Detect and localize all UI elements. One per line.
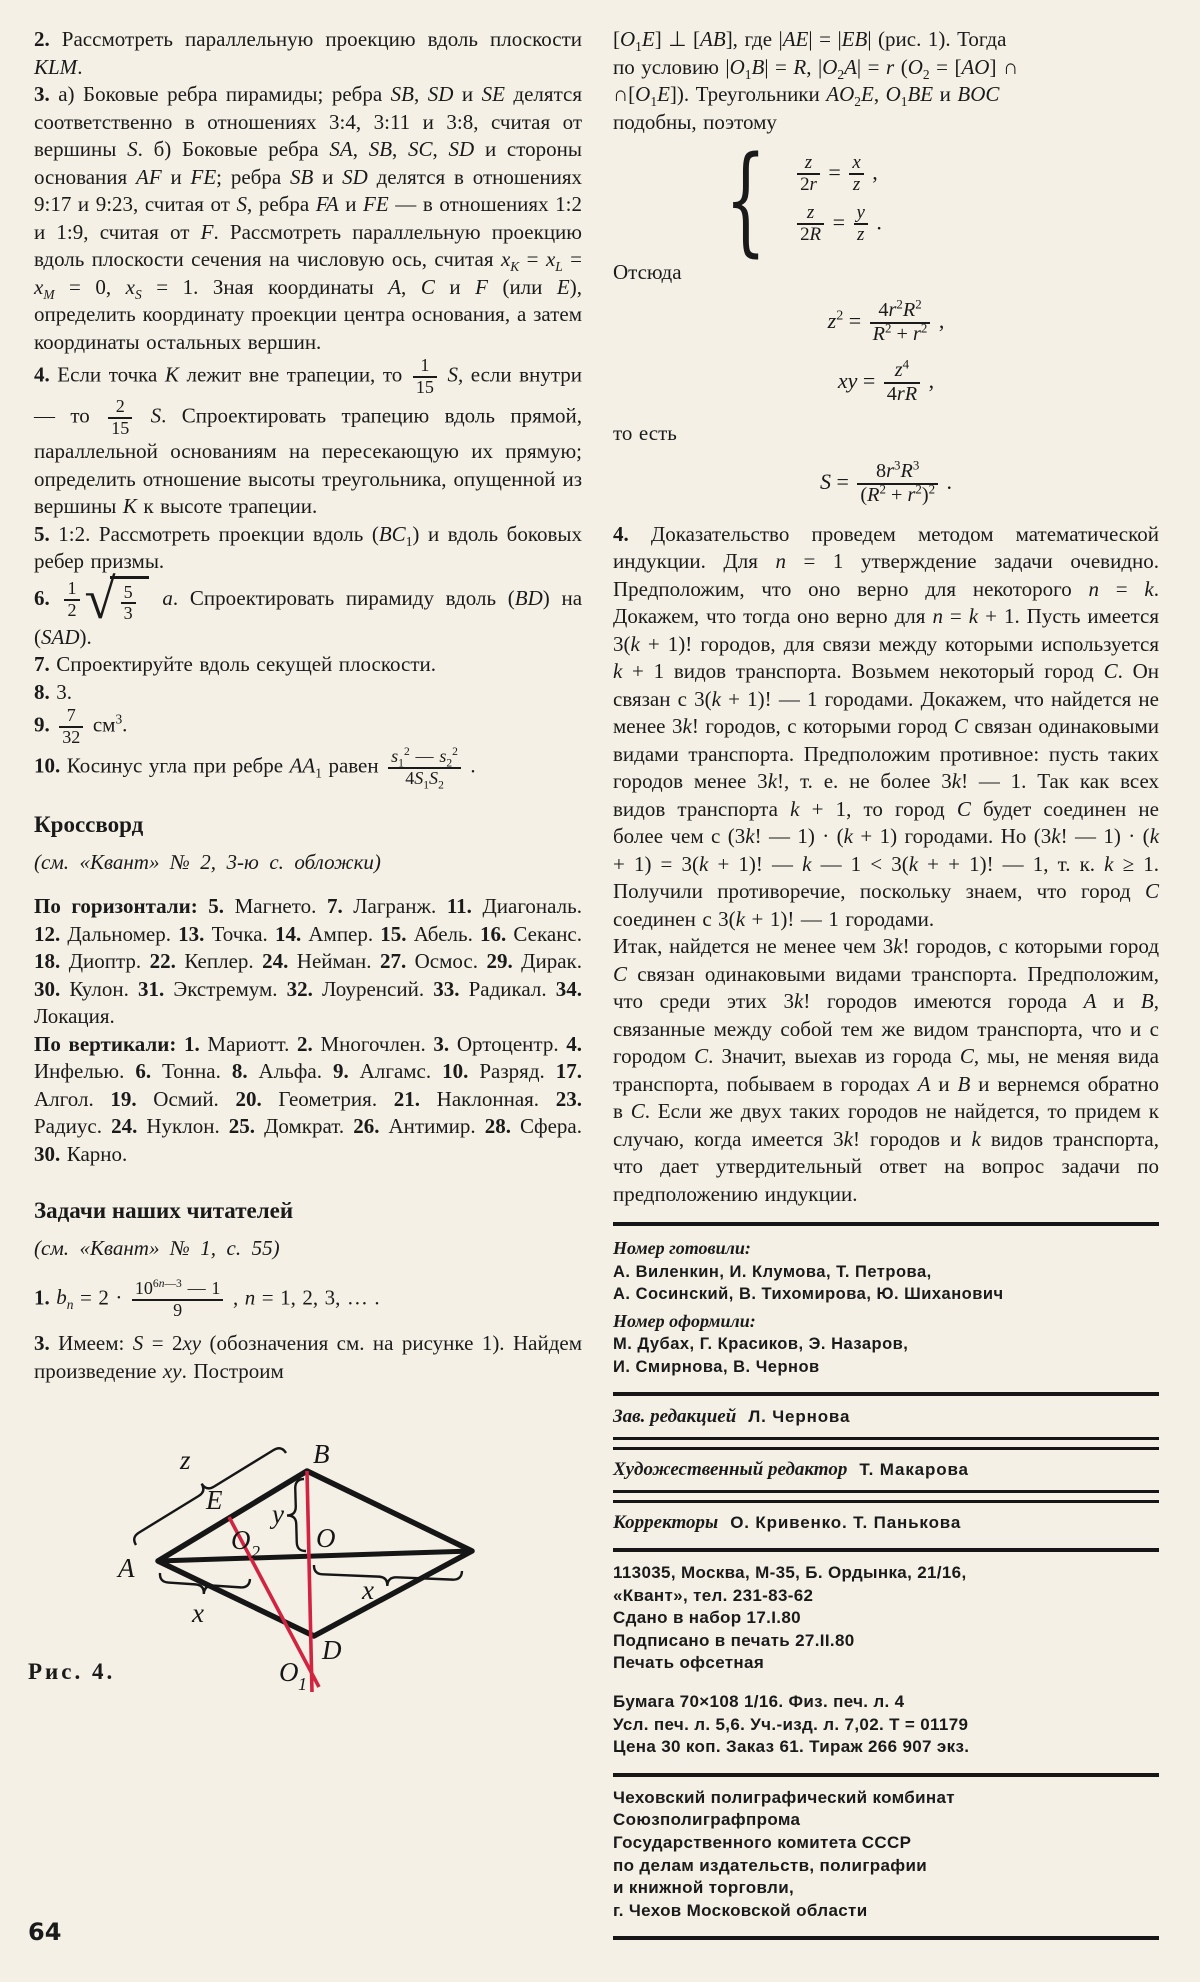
induction-proof-paragraph: 4. Доказательство проведем методом математической индукции. Для n = 1 утверждение задачи очевидно. Предположим, что оно верно для некоторого n = k. Докажем, что тогда оно верно для n = k + 1. Пусть имеется 3(k + 1)! городов, для связи между которыми используется k + 1 видов транспорта. Возьмем некоторый город C. Он связан с 3(k + 1)! — 1 городами. Докажем, что найдется не менее 3k! городов, с которыми город C связан одинаковыми видами транспорта. Предположим противное: пусть таких городов менее 3k!, т. е. не более 3k! — 1. Так как всех видов транспорта k + 1, то город C будет соединен не более чем с (3k! — 1) · (k + 1) городами. Но (3k! — 1) · (k + 1) = 3(k + 1)! — k — 1 < 3(k + + 1)! — 1, т. к. k ≥ 1. Получили противоречие, поскольку знаем, что город C соединен с 3(k + 1)! — 1 городами. [613, 521, 1160, 931]
measure-label-z: z [180, 1445, 191, 1475]
system-equation-2: $\frac{z}{2R}$ = $\frac{y}{z}$ . [794, 203, 882, 246]
credits-design-line1: М. Дубах, Г. Красиков, Э. Назаров, [613, 1335, 909, 1354]
credits-prepared-line2: А. Сосинский, В. Тихомирова, Ю. Шиханович [613, 1284, 1004, 1303]
staff-name: Т. Макарова [859, 1459, 969, 1479]
address-block [613, 1562, 1159, 1675]
staff-row-art-editor [613, 1459, 1159, 1481]
staff-name: О. Кривенко. Т. Панькова [730, 1512, 962, 1532]
readers-task-1: 1. $b_n = 2$ · $\frac{10^{6n—3} — 1}{9}$ , n = 1, 2, 3, … . [34, 1277, 380, 1320]
diagonal-ac [158, 1551, 472, 1561]
point-label-e: E [206, 1485, 223, 1515]
measure-label-x-right: x [362, 1575, 374, 1605]
divider [613, 1548, 1159, 1552]
formula-xy: xy = $\frac{z^4}{4rR}$ , [837, 356, 935, 405]
staff-label: Художественный редактор [613, 1458, 848, 1480]
system-equation-1: $\frac{z}{2r}$ = $\frac{x}{z}$ , [794, 153, 882, 196]
issue-credits [613, 1236, 1159, 1378]
brace-y [287, 1479, 306, 1551]
continuation-paragraph: $[O_1E]$ ⊥ [AB], где |AE| = |EB| (рис. 1). Тогда по условию $|O_1B| = R$, $|O_2A| = r$ ($O_2 = [AO]$ ∩ $\cap[O_1E]$). Треугольники $AO_2E$, $O_1BE$ и BOC подобны, поэтому [613, 27, 1019, 134]
point-label-o2-sub: 2 [251, 1542, 260, 1562]
crossword-down: По вертикали: 1. Мариотт. 2. Многочлен. 3. Ортоцентр. 4. Инфелью. 6. Тонна. 8. Альфа. 9. Алгамс. 10. Разряд. 17. Алгол. 19. Осмий. 20. Геометрия. 21. Наклонная. 23. Радиус. 24. Нуклон. 25. Домкрат. 26. Антимир. 28. Сфера. 30. Карно. [34, 1031, 583, 1166]
credits-design-line2: И. Смирнова, В. Чернов [613, 1357, 820, 1376]
divider [613, 1392, 1159, 1396]
staff-row-editor [613, 1406, 1159, 1428]
page-number: 64 [28, 1918, 62, 1946]
vertex-label-b: B [313, 1439, 330, 1469]
readers-tasks-reference: (см. «Квант» № 1, с. 55) [34, 1236, 280, 1260]
point-label-o1: O [279, 1657, 299, 1687]
printer-block [613, 1787, 1159, 1923]
print-info-block [613, 1691, 1159, 1759]
address-line: 113035, Москва, М-35, Б. Ордынка, 21/16, [613, 1562, 967, 1582]
solution-item-9: 9. $\frac{7}{32}$ $см^3$. [34, 705, 128, 747]
divider [613, 1490, 1159, 1503]
address-line: Печать офсетная [613, 1653, 765, 1673]
point-label-o: O [316, 1523, 336, 1553]
divider [613, 1936, 1159, 1940]
address-line: Сдано в набор 17.I.80 [613, 1608, 801, 1628]
address-line: Подписано в печать 27.II.80 [613, 1630, 855, 1650]
readers-task-3: 3. Имеем: S = 2xy (обозначения см. на рисунке 1). Найдем произведение xy. Построим [34, 1331, 582, 1383]
measure-label-y: y [272, 1499, 284, 1529]
printer-line: г. Чехов Московской области [613, 1900, 868, 1920]
crossword-heading: Кроссворд [34, 812, 144, 837]
point-label-o2: O [231, 1525, 251, 1555]
measure-label-x-left: x [192, 1598, 204, 1628]
print-info-line: Цена 30 коп. Заказ 61. Тираж 266 907 экз. [613, 1737, 970, 1757]
crossword-reference: (см. «Квант» № 2, 3-ю с. обложки) [34, 850, 381, 874]
credits-prepared-line1: А. Виленкин, И. Клумова, Т. Петрова, [613, 1262, 932, 1281]
solution-item-6: 6. $\frac{1}{2}$ √ $\frac{5}{3}$ a. Спроектировать пирамиду вдоль (BD) на (SAD). [34, 567, 583, 649]
divider [613, 1222, 1159, 1226]
staff-name: Л. Чернова [748, 1406, 851, 1426]
crossword-across: По горизонтали: 5. Магнето. 7. Лагранж. 11. Диагональ. 12. Дальномер. 13. Точка. 14. Ампер. 15. Абель. 16. Секанс. 18. Диоптр. 22. Кеплер. 24. Нейман. 27. Осмос. 29. Дирак. 30. Кулон. 31. Экстремум. 32. Лоуренсий. 33. Радикал. 34. Локация. [34, 894, 583, 1028]
solution-item-7: 7. Спроектируйте вдоль секущей плоскости. [34, 652, 437, 676]
print-info-line: Усл. печ. л. 5,6. Уч.-изд. л. 7,02. Т = 01179 [613, 1714, 969, 1734]
solution-item-3: 3. а) Боковые ребра пирамиды; ребра SB, SD и SE делятся соответственно в отношениях 3:4, 3:11 и 3:8, считая от вершины S. б) Боковые ребра SA, SB, SC, SD и стороны основания AF и FE; ребра SB и SD делятся в отношениях 9:17 и 9:23, считая от S, ребра FA и FE — в отношениях 1:2 и 1:9, считая от F. Рассмотреть параллельную проекцию вдоль плоскости сечения на числовую ось, считая $x_K = x_L = x_M = 0$, $x_S = 1$. Зная координаты A, C и F (или E), определить координату проекции центра основания, а затем координаты остальных вершин. [34, 82, 583, 354]
connector-otsyuda: Отсюда [613, 259, 682, 284]
solution-item-4: 4. Если точка K лежит вне трапеции, то $\frac{1}{15}$ S, если внутри — то $\frac{2}{15}$ S. Спроектировать трапецию вдоль прямой, параллельной основаниям на пересекающую их прямую; определить отношение высоты треугольника, опущенной из вершины K к высоте трапеции. [34, 355, 583, 518]
printer-line: и книжной торговли, [613, 1878, 795, 1898]
solution-item-2: 2. Рассмотреть параллельную проекцию вдоль плоскости KLM. [34, 27, 582, 79]
solution-item-10: 10. Косинус угла при ребре $AA_1$ равен $\frac{s_1^2 — s_2^2}{4S_1S_2}$ . [34, 745, 476, 792]
formula-z-squared: $z^2$ = $\frac{4r^2R^2}{R^2 + r^2}$ , [827, 296, 945, 346]
staff-row-proofreaders [613, 1512, 1159, 1534]
credits-prepared-label: Номер готовили: [613, 1238, 751, 1259]
solution-item-8: 8. 3. [34, 679, 73, 704]
printer-line: по делам издательств, полиграфии [613, 1855, 928, 1875]
system-equations [794, 146, 882, 253]
solution-item-5: 5. 1:2. Рассмотреть проекции вдоль $(BC_1)$ и вдоль боковых ребер призмы. [34, 521, 582, 573]
printer-line: Государственного комитета СССР [613, 1833, 912, 1852]
address-line: «Квант», тел. 231-83-62 [613, 1585, 814, 1605]
figure-ris4 [28, 1419, 582, 1727]
formula-s: S = $\frac{8r^3R^3}{(R^2 + r^2)^2}$ . [819, 457, 953, 506]
divider [613, 1773, 1159, 1777]
divider [613, 1437, 1159, 1450]
credits-design-label: Номер оформили: [613, 1311, 756, 1332]
right-column [613, 26, 1159, 1950]
figure-ris4-drawing [80, 1419, 500, 1724]
point-label-o1-sub: 1 [298, 1674, 307, 1694]
staff-label: Зав. редакцией [613, 1405, 737, 1427]
readers-tasks-heading: Задачи наших читателей [34, 1198, 294, 1223]
printer-line: Союзполиграфпрома [613, 1810, 801, 1830]
print-info-line: Бумага 70×108 1/16. Физ. печ. л. 4 [613, 1691, 905, 1711]
left-column [28, 26, 583, 1727]
connector-toest: то есть [613, 420, 677, 445]
equation-system [725, 130, 1159, 269]
figure-caption: Рис. 4. [28, 1659, 116, 1684]
system-brace: { [725, 130, 767, 269]
induction-conclusion-paragraph: Итак, найдется не менее чем 3k! городов, с которыми город C связан одинаковыми видами транспорта. Предположим, что среди этих 3k! городов имеются города A и B, связанные между собой тем же видом транспорта, что и с городом C. Значит, выехав из города C, мы, не меняя вида транспорта, побываем в городах A и B и вернемся обратно в C. Если же двух таких городов не найдется, то придем к случаю, когда имеется 3k! городов и k видов транспорта, что дает утвердительный ответ на вопрос задачи по предположению индукции. [613, 934, 1159, 1206]
vertex-label-d: D [322, 1635, 342, 1665]
vertex-label-a: A [118, 1553, 135, 1583]
staff-label: Корректоры [613, 1511, 719, 1533]
printer-line: Чеховский полиграфический комбинат [613, 1787, 955, 1807]
red-line-b-o1 [307, 1471, 312, 1692]
